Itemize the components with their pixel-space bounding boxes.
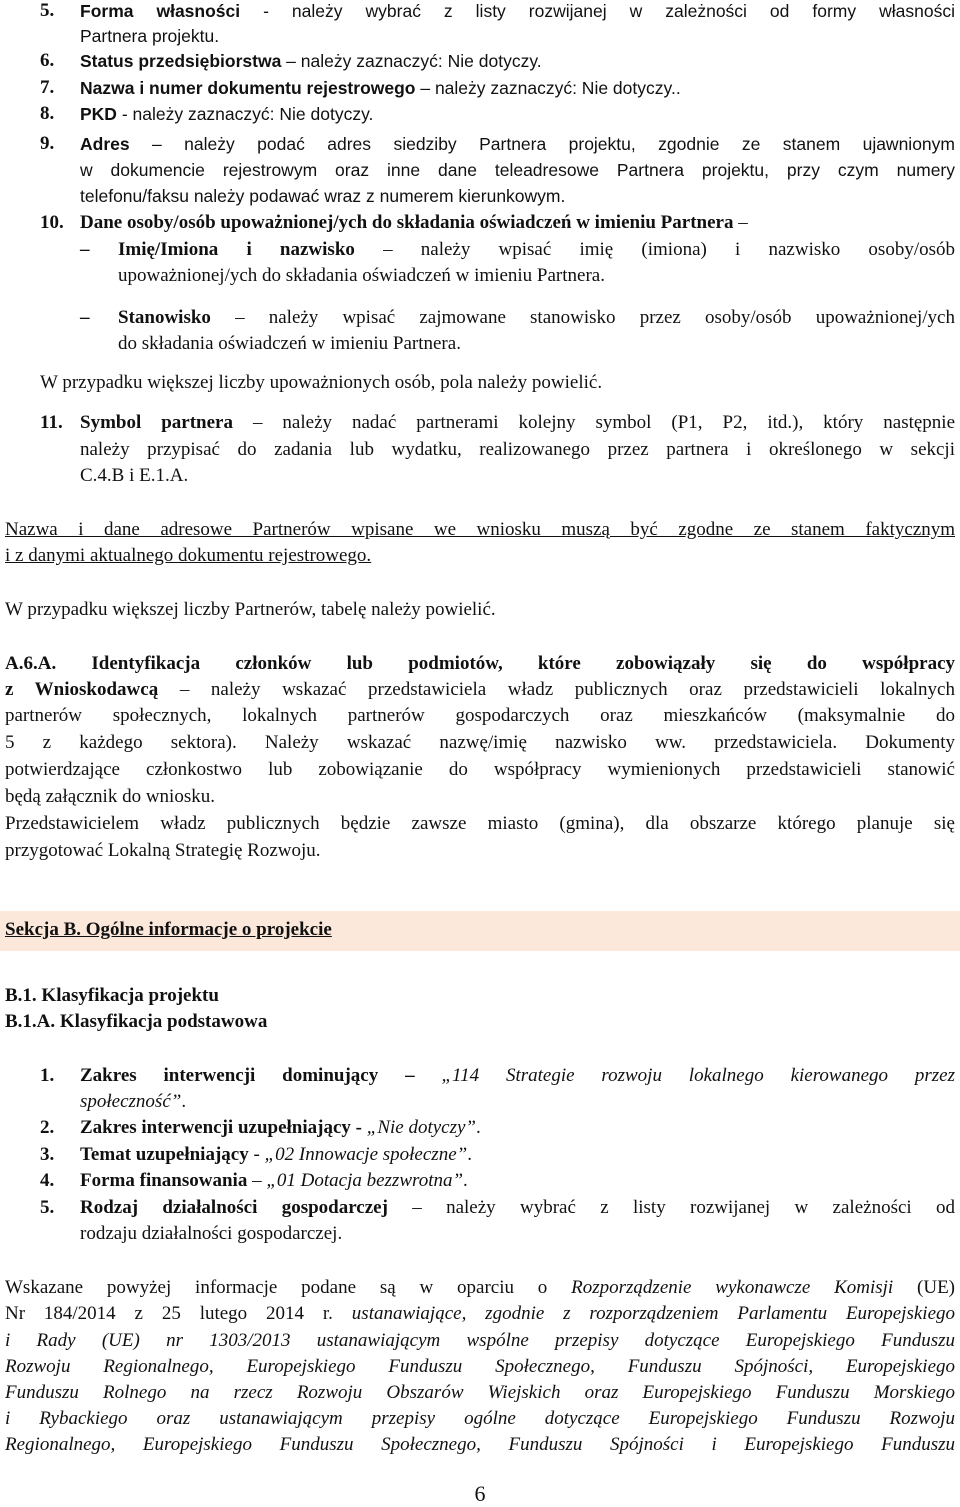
b-item-1-value-2: społeczność” xyxy=(80,1091,182,1112)
partners-data-note-line-2: i z danymi aktualnego dokumentu rejestrowego. xyxy=(5,545,372,566)
b-item-1-line-2 xyxy=(80,1089,186,1115)
item-8-line xyxy=(80,101,373,127)
item-7-text: – należy zaznaczyć: Nie dotyczy.. xyxy=(415,78,681,98)
closing-text-1a: Wskazane powyżej informacje podane są w oparciu o xyxy=(5,1277,572,1298)
b-item-4-line xyxy=(80,1168,468,1194)
closing-line-6: i Rybackiego oraz ustanawiającym przepisy ogólne dotyczące Europejskiego Funduszu Rozwoju xyxy=(5,1408,955,1429)
item-10-number: 10. xyxy=(40,212,64,233)
b-item-3-number: 3. xyxy=(40,1144,55,1165)
b1-heading: B.1. Klasyfikacja projektu xyxy=(5,985,219,1006)
item-7-label: Nazwa i numer dokumentu rejestrowego xyxy=(80,78,416,98)
a6a-line-2 xyxy=(5,677,955,703)
a6a-heading-line-2: z Wnioskodawcą xyxy=(5,679,159,700)
item-6-number: 6. xyxy=(40,50,55,71)
item-8-label: PKD xyxy=(80,104,117,124)
item-11-line-1 xyxy=(80,410,955,436)
item-6-label: Status przedsiębiorstwa xyxy=(80,51,282,71)
a6a-line-5: potwierdzające członkostwo lub zobowiązanie do współpracy wymienionych przedstawicieli stanowić xyxy=(5,759,955,780)
closing-line-2 xyxy=(5,1301,955,1327)
item-9-line-3: telefonu/faksu należy podawać wraz z numerem kierunkowym. xyxy=(80,186,566,206)
item-7-number: 7. xyxy=(40,77,55,98)
b-item-5-label: Rodzaj działalności gospodarczej xyxy=(80,1197,388,1218)
b-item-5-line-2: rodzaju działalności gospodarczej. xyxy=(80,1223,343,1244)
closing-line-3: i Rady (UE) nr 1303/2013 ustanawiającym wspólne przepisy dotyczące Europejskiego Funduszu xyxy=(5,1330,955,1351)
item-9-number: 9. xyxy=(40,133,55,154)
item-10-sub-2-dash: – xyxy=(80,307,90,328)
item-11-text-1: – należy nadać partnerami kolejny symbol (P1, P2, itd.), który następnie xyxy=(232,412,956,433)
b-item-5-line-1 xyxy=(80,1195,955,1221)
b-item-2-value: „Nie dotyczy” xyxy=(366,1117,476,1138)
b-item-4-end: . xyxy=(463,1170,468,1191)
item-5-number: 5. xyxy=(40,0,55,21)
section-b-title: Sekcja B. Ogólne informacje o projekcie xyxy=(5,919,332,940)
b-item-3-line xyxy=(80,1142,472,1168)
b-item-2-end: . xyxy=(476,1117,481,1138)
closing-text-1c: (UE) xyxy=(893,1277,955,1298)
item-10-label: Dane osoby/osób upoważnionej/ych do składania oświadczeń w imieniu Partnera xyxy=(80,212,734,233)
b-item-4-value: „01 Dotacja bezzwrotna” xyxy=(266,1170,464,1191)
item-5-label: Forma własności xyxy=(80,1,241,21)
b-item-3-end: . xyxy=(467,1144,472,1165)
item-10-sub-1-text: – należy wpisać imię (imiona) i nazwisko osoby/osób xyxy=(354,239,955,260)
item-9-line-2: w dokumencie rejestrowym oraz inne dane teleadresowe Partnera projektu, przy czym numery xyxy=(80,160,955,180)
item-9-label: Adres xyxy=(80,134,130,154)
partners-data-note-line-1: Nazwa i dane adresowe Partnerów wpisane we wniosku muszą być zgodne ze stanem faktycznym xyxy=(5,519,955,540)
item-11-label: Symbol partnera xyxy=(80,412,233,433)
closing-line-5: Funduszu Rolnego na rzecz Rozwoju Obszarów Wiejskich oraz Europejskiego Funduszu Morskiego xyxy=(5,1382,955,1403)
b-item-5-text: – należy wybrać z listy rozwijanej w zależności od xyxy=(387,1197,955,1218)
item-9-line-1 xyxy=(80,131,955,157)
closing-text-2b: ustanawiające, zgodnie z rozporządzeniem Parlamentu Europejskiego xyxy=(351,1303,955,1324)
item-5-text: - należy wybrać z listy rozwijanej w zależności od formy własności xyxy=(240,1,955,21)
b-item-2-label: Zakres interwencji uzupełniający - xyxy=(80,1117,367,1138)
item-10-sub-2-label: Stanowisko xyxy=(118,307,211,328)
a6a-line-8: przygotować Lokalną Strategię Rozwoju. xyxy=(5,840,321,861)
item-10-sub-1-line-2: upoważnionej/ych do składania oświadczeń w imieniu Partnera. xyxy=(118,265,605,286)
b-item-3-label: Temat uzupełniający xyxy=(80,1144,249,1165)
item-10-sub-1-label: Imię/Imiona i nazwisko xyxy=(118,239,355,260)
a6a-text-2: – należy wskazać przedstawiciela władz publicznych oraz przedstawicieli lokalnych xyxy=(158,679,955,700)
item-9-text-1: – należy podać adres siedziby Partnera projektu, zgodnie ze stanem ujawnionym xyxy=(129,134,955,154)
b-item-3-sep: - xyxy=(248,1144,265,1165)
b-item-1-end: . xyxy=(181,1091,187,1112)
item-11-line-3: C.4.B i E.1.A. xyxy=(80,465,189,486)
item-10-sub-2-line-2: do składania oświadczeń w imieniu Partnera. xyxy=(118,333,461,354)
b-item-1-value: „114 Strategie rozwoju lokalnego kierowanego przez xyxy=(441,1065,955,1086)
closing-line-4: Rozwoju Regionalnego, Europejskiego Funduszu Społecznego, Funduszu Spójności, Europejskiego xyxy=(5,1356,955,1377)
closing-regulation-title: Rozporządzenie wykonawcze Komisji xyxy=(571,1277,894,1298)
b-item-5-number: 5. xyxy=(40,1197,55,1218)
item-5-line-2: Partnera projektu. xyxy=(80,26,220,46)
b-item-4-number: 4. xyxy=(40,1170,55,1191)
item-5-line-1 xyxy=(80,0,955,24)
b-item-2-number: 2. xyxy=(40,1117,55,1138)
b-item-2-line xyxy=(80,1115,481,1141)
a6a-line-6: będą załącznik do wniosku. xyxy=(5,786,215,807)
a6a-line-3: partnerów społecznych, lokalnych partnerów gospodarczych oraz mieszkańców (maksymalnie do xyxy=(5,705,955,726)
b-item-1-line-1 xyxy=(80,1063,955,1089)
b-item-4-sep: – xyxy=(247,1170,267,1191)
a6a-line-4: 5 z każdego sektora). Należy wskazać nazwę/imię nazwisko ww. przedstawiciela. Dokumenty xyxy=(5,732,955,753)
item-11-number: 11. xyxy=(40,412,63,433)
item-8-number: 8. xyxy=(40,103,55,124)
item-8-text: - należy zaznaczyć: Nie dotyczy. xyxy=(116,104,374,124)
closing-text-2a: Nr 184/2014 z 25 lutego 2014 r. xyxy=(5,1303,352,1324)
item-10-dash: – xyxy=(733,212,748,233)
b-item-3-value: „02 Innowacje społeczne” xyxy=(264,1144,468,1165)
b-item-4-label: Forma finansowania xyxy=(80,1170,248,1191)
page-number: 6 xyxy=(474,1481,486,1506)
item-10-heading xyxy=(80,210,748,236)
b1a-heading: B.1.A. Klasyfikacja podstawowa xyxy=(5,1011,268,1032)
item-6-text: – należy zaznaczyć: Nie dotyczy. xyxy=(281,51,542,71)
item-11-line-2: należy przypisać do zadania lub wydatku, realizowanego przez partnera i określonego w sekcji xyxy=(80,439,955,460)
closing-line-7: Regionalnego, Europejskiego Funduszu Społecznego, Funduszu Spójności i Europejskiego Funduszu xyxy=(5,1434,955,1455)
repeat-table-note: W przypadku większej liczby Partnerów, tabelę należy powielić. xyxy=(5,599,496,620)
item-10-sub-2-line-1 xyxy=(118,305,955,331)
a6a-line-7: Przedstawicielem władz publicznych będzie zawsze miasto (gmina), dla obszarze którego planuje się xyxy=(5,813,955,834)
b-item-1-sep: – xyxy=(378,1065,442,1086)
item-10-note: W przypadku większej liczby upoważnionych osób, pola należy powielić. xyxy=(40,372,603,393)
b-item-1-label: Zakres interwencji dominujący xyxy=(80,1065,379,1086)
item-7-line xyxy=(80,75,681,101)
item-10-sub-1-dash: – xyxy=(80,239,90,260)
a6a-heading-line-1: A.6.A. Identyfikacja członków lub podmiotów, które zobowiązały się do współpracy xyxy=(5,653,955,674)
item-10-sub-2-text: – należy wpisać zajmowane stanowisko przez osoby/osób upoważnionej/ych xyxy=(210,307,955,328)
item-6-line xyxy=(80,48,542,74)
item-10-sub-1-line-1 xyxy=(118,237,955,263)
b-item-1-number: 1. xyxy=(40,1065,55,1086)
closing-line-1 xyxy=(5,1275,955,1301)
